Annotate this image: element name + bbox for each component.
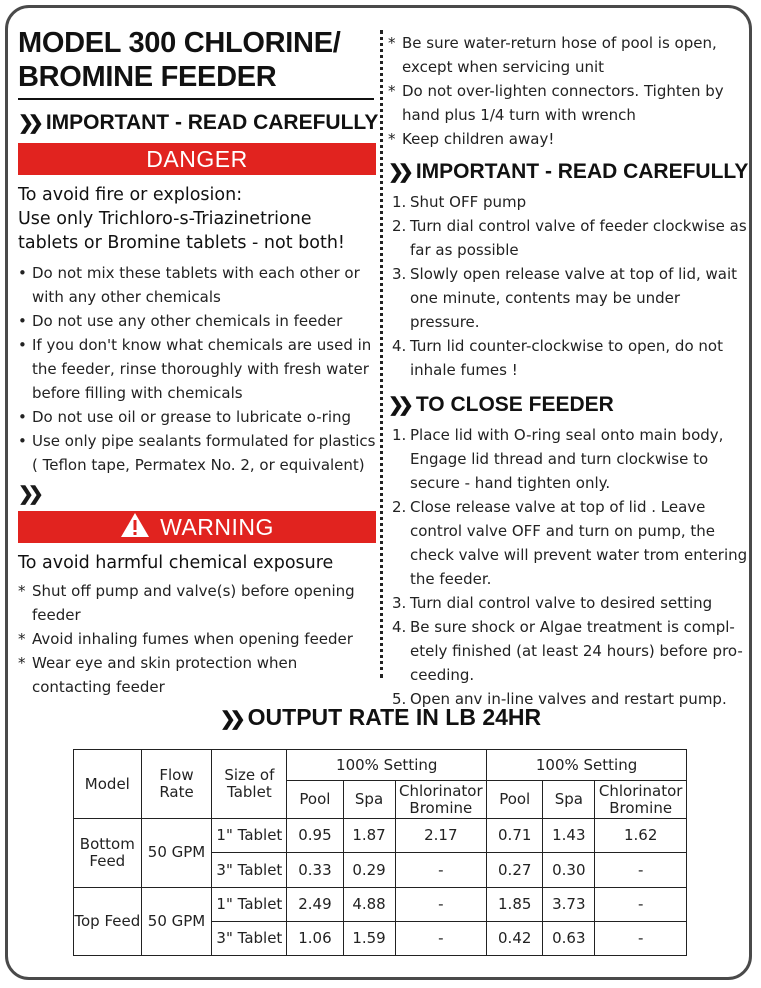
value-cell: 0.30 (543, 853, 595, 887)
list-item: • Do not use oil or grease to lubricate o-ring (18, 408, 352, 426)
value-cell: - (395, 921, 487, 955)
table-row (74, 819, 687, 853)
list-item: 2. Close release valve at top of lid . Leave control valve OFF and turn on pump, the check valve will prevent water trom entering the feeder. (392, 498, 748, 588)
value-cell: 0.29 (343, 853, 395, 887)
open-steps (388, 190, 750, 382)
double-chevron-icon: ❯❯ (18, 484, 38, 505)
value-cell: 1.06 (287, 921, 343, 955)
list-item: 3. Slowly open release valve at top of lid, wait one minute, contents may be under pressure. (392, 265, 738, 331)
list-item: 1. Shut OFF pump (392, 193, 527, 211)
table-row (74, 887, 687, 921)
list-item: 1. Place lid with O-ring seal onto main body, Engage lid thread and turn clockwise to secure - hand tighten only. (392, 426, 724, 492)
value-cell: 0.42 (487, 921, 543, 955)
value-cell: - (395, 853, 487, 887)
list-item: * Avoid inhaling fumes when opening feeder (18, 630, 353, 648)
header-pool: Pool (287, 781, 343, 819)
list-item: • Do not mix these tablets with each other or with any other chemicals (18, 264, 360, 306)
danger-lead: To avoid fire or explosion: Use only Trichloro-s-Triazinetrione tablets or Bromine tablets - not both! (18, 185, 345, 253)
model-cell: Bottom Feed (74, 819, 142, 887)
close-feeder-heading: ❯❯ TO CLOSE FEEDER (388, 393, 614, 416)
value-cell: 2.17 (395, 819, 487, 853)
double-chevron-icon: ❯❯ (388, 395, 408, 416)
double-chevron-icon: ❯❯ (219, 709, 240, 730)
product-title: MODEL 300 CHLORINE/ BROMINE FEEDER (18, 27, 341, 93)
title-rule (18, 98, 374, 100)
value-cell: 1.85 (487, 887, 543, 921)
size-cell: 3" Tablet (212, 853, 287, 887)
danger-list (18, 261, 376, 477)
value-cell: - (595, 887, 687, 921)
header-chlorinator: Chlorinator Bromine (595, 781, 687, 819)
double-chevron-icon: ❯❯ (18, 113, 38, 134)
size-cell: 3" Tablet (212, 921, 287, 955)
list-item: * Shut off pump and valve(s) before opening feeder (18, 582, 355, 624)
header-chlorinator: Chlorinator Bromine (395, 781, 487, 819)
warning-lead: To avoid harmful chemical exposure (18, 553, 334, 573)
value-cell: 0.33 (287, 853, 343, 887)
value-cell: 0.95 (287, 819, 343, 853)
list-item: * Do not over-lighten connectors. Tighten by hand plus 1/4 turn with wrench (388, 82, 724, 124)
danger-banner: DANGER (18, 143, 376, 175)
list-item: • If you don't know what chemicals are used in the feeder, rinse thoroughly with fresh water before filling with chemicals (18, 336, 372, 402)
header-tablet-size: Size of Tablet (212, 750, 287, 819)
header-spa: Spa (343, 781, 395, 819)
header-flow-rate: Flow Rate (141, 750, 212, 819)
warning-list (18, 579, 376, 699)
header-model: Model (74, 750, 142, 819)
list-item: * Be sure water-return hose of pool is open, except when servicing unit (388, 34, 717, 76)
list-item: * Keep children away! (388, 130, 555, 148)
flow-cell: 50 GPM (141, 819, 212, 887)
value-cell: 3.73 (543, 887, 595, 921)
list-item: 4. Turn lid counter-clockwise to open, do not inhale fumes ! (392, 337, 723, 379)
list-item: 2. Turn dial control valve of feeder clockwise as far as possible (392, 217, 747, 259)
value-cell: 2.49 (287, 887, 343, 921)
right-column (388, 31, 750, 711)
value-cell: 0.63 (543, 921, 595, 955)
header-setting-b: 100% Setting (487, 750, 687, 781)
double-chevron-icon: ❯❯ (388, 162, 408, 183)
header-setting-a: 100% Setting (287, 750, 487, 781)
important-heading-left: ❯❯ IMPORTANT - READ CAREFULLY (18, 111, 379, 134)
value-cell: - (595, 853, 687, 887)
size-cell: 1" Tablet (212, 819, 287, 853)
value-cell: 1.62 (595, 819, 687, 853)
list-item: 5. Open anv in-line valves and restart pump. (392, 690, 727, 708)
list-item: • Use only pipe sealants formulated for plastics ( Teflon tape, Permatex No. 2, or equivalent) (18, 432, 376, 474)
list-item: • Do not use any other chemicals in feeder (18, 312, 343, 330)
output-rate-table (73, 749, 687, 956)
list-item: * Wear eye and skin protection when contacting feeder (18, 654, 298, 696)
value-cell: 0.71 (487, 819, 543, 853)
size-cell: 1" Tablet (212, 887, 287, 921)
value-cell: 1.59 (343, 921, 395, 955)
header-spa: Spa (543, 781, 595, 819)
flow-cell: 50 GPM (141, 887, 212, 955)
left-column (18, 26, 379, 699)
model-cell: Top Feed (74, 887, 142, 955)
header-pool: Pool (487, 781, 543, 819)
list-item: 3. Turn dial control valve to desired setting (392, 594, 713, 612)
column-divider (380, 30, 383, 678)
important-heading-right: ❯❯ IMPORTANT - READ CAREFULLY (388, 160, 749, 183)
value-cell: 0.27 (487, 853, 543, 887)
warning-triangle-icon (120, 512, 150, 538)
value-cell: 1.43 (543, 819, 595, 853)
close-steps (388, 423, 750, 711)
value-cell: - (595, 921, 687, 955)
warning-banner: WARNING (18, 511, 376, 543)
value-cell: - (395, 887, 487, 921)
value-cell: 1.87 (343, 819, 395, 853)
output-rate-title: ❯❯ OUTPUT RATE IN LB 24HR (219, 704, 542, 730)
value-cell: 4.88 (343, 887, 395, 921)
list-item: 4. Be sure shock or Algae treatment is compl-etely finished (at least 24 hours) before pro-ceeding. (392, 618, 743, 684)
precaution-list (388, 31, 750, 151)
